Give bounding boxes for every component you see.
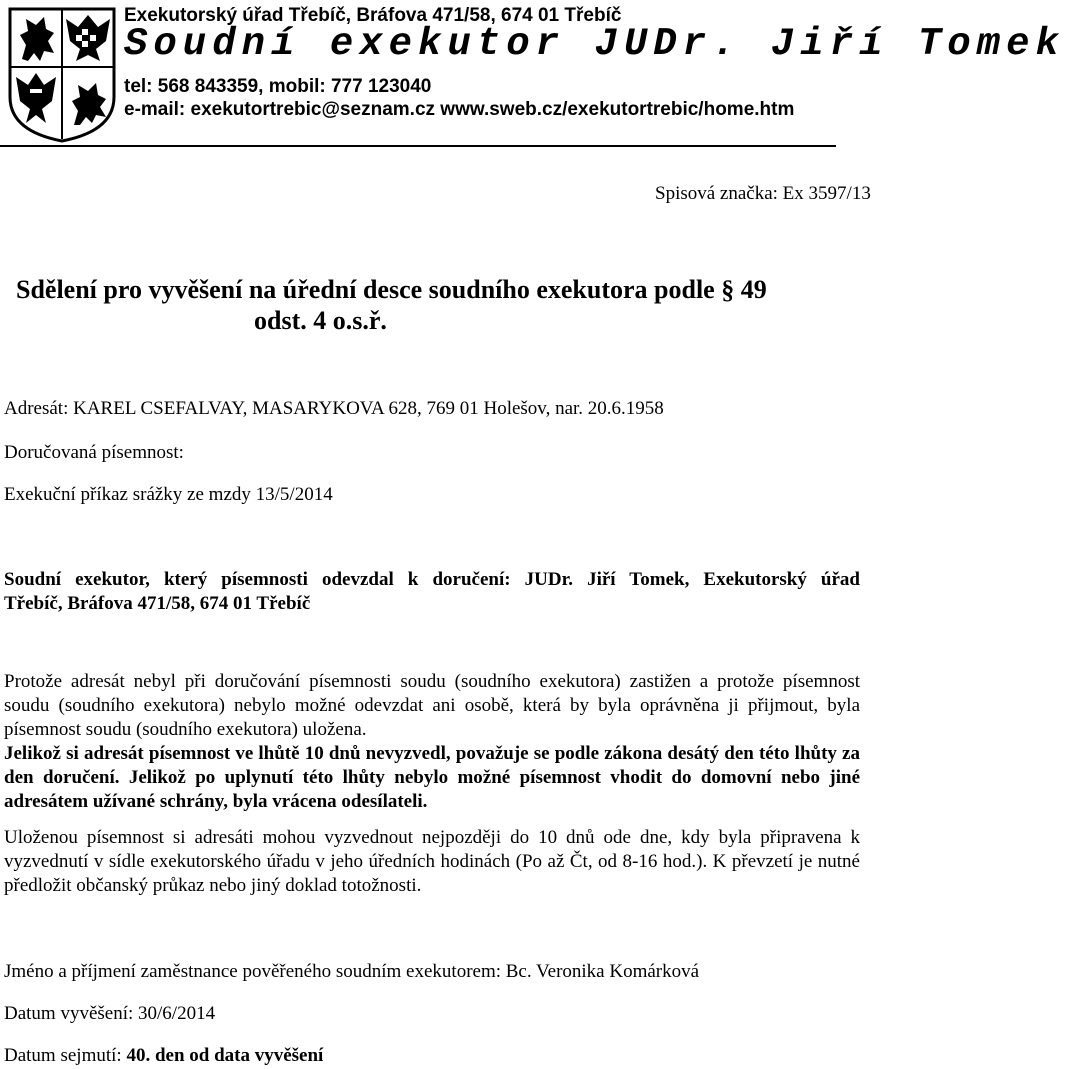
posting-date: Datum vyvěšení: 30/6/2014 bbox=[4, 1003, 216, 1024]
contact-phone-line: tel: 568 843359, mobil: 777 123040 bbox=[124, 76, 432, 97]
addressee: Adresát: KAREL CSEFALVAY, MASARYKOVA 628, 769 01 Holešov, nar. 20.6.1958 bbox=[4, 398, 664, 419]
delivered-document-label: Doručovaná písemnost: bbox=[4, 442, 184, 463]
document-title-line-1: Sdělení pro vyvěšení na úřední desce soudního exekutora podle § 49 bbox=[16, 275, 767, 304]
removal-date-label: Datum sejmutí: bbox=[4, 1045, 127, 1066]
contact-email-web-line: e-mail: exekutortrebic@seznam.cz www.sweb.cz/exekutortrebic/home.htm bbox=[124, 99, 795, 120]
removal-date bbox=[4, 1045, 323, 1067]
storage-notice-paragraph: Protože adresát nebyl při doručování písemnosti soudu (soudního exekutora) zastižen a protože písemnost soudu (soudního exekutora) nebylo možné odevzdat ani osobě, která by byla oprávněna ji přijmout, byla písemnost soudu (soudního exekutora) uložena. bbox=[4, 671, 860, 740]
header-divider bbox=[0, 145, 836, 147]
document-title-line-2: odst. 4 o.s.ř. bbox=[254, 306, 387, 335]
delivered-document: Exekuční příkaz srážky ze mzdy 13/5/2014 bbox=[4, 484, 333, 505]
sender-info-line-1: Soudní exekutor, který písemnosti odevzdal k doručení: JUDr. Jiří Tomek, Exekutorský úřad bbox=[4, 569, 860, 590]
office-address-header: Exekutorský úřad Třebíč, Bráfova 471/58, 674 01 Třebíč bbox=[124, 5, 622, 26]
employee-name: Jméno a příjmení zaměstnance pověřeného soudním exekutorem: Bc. Veronika Komárková bbox=[4, 961, 700, 982]
document-title bbox=[16, 274, 846, 336]
state-emblem-logo bbox=[6, 5, 118, 143]
pickup-instructions-paragraph: Uloženou písemnost si adresáti mohou vyzvednout nejpozději do 10 dnů ode dne, kdy byla připravena k vyzvednutí v sídle exekutorského úřadu v jeho úředních hodinách (Po až Čt, od 8-16 hod.). K převzetí je nutné předložit občanský průkaz nebo jiný doklad totožnosti. bbox=[4, 827, 860, 896]
sender-info-line-2: Třebíč, Bráfova 471/58, 674 01 Třebíč bbox=[4, 593, 311, 614]
file-reference: Spisová značka: Ex 3597/13 bbox=[655, 183, 871, 204]
delivery-fiction-paragraph: Jelikož si adresát písemnost ve lhůtě 10 dnů nevyzvedl, považuje se podle zákona desátý den této lhůty za den doručení. Jelikož po uplynutí této lhůty nebylo možné písemnost vhodit do domovní nebo jiné adresátem užívané schrány, byla vrácena odesílateli. bbox=[4, 743, 860, 812]
removal-date-value: 40. den od data vyvěšení bbox=[126, 1045, 324, 1066]
executor-name-header: Soudní exekutor JUDr. Jiří Tomek bbox=[124, 22, 1065, 66]
sender-info bbox=[4, 568, 860, 616]
